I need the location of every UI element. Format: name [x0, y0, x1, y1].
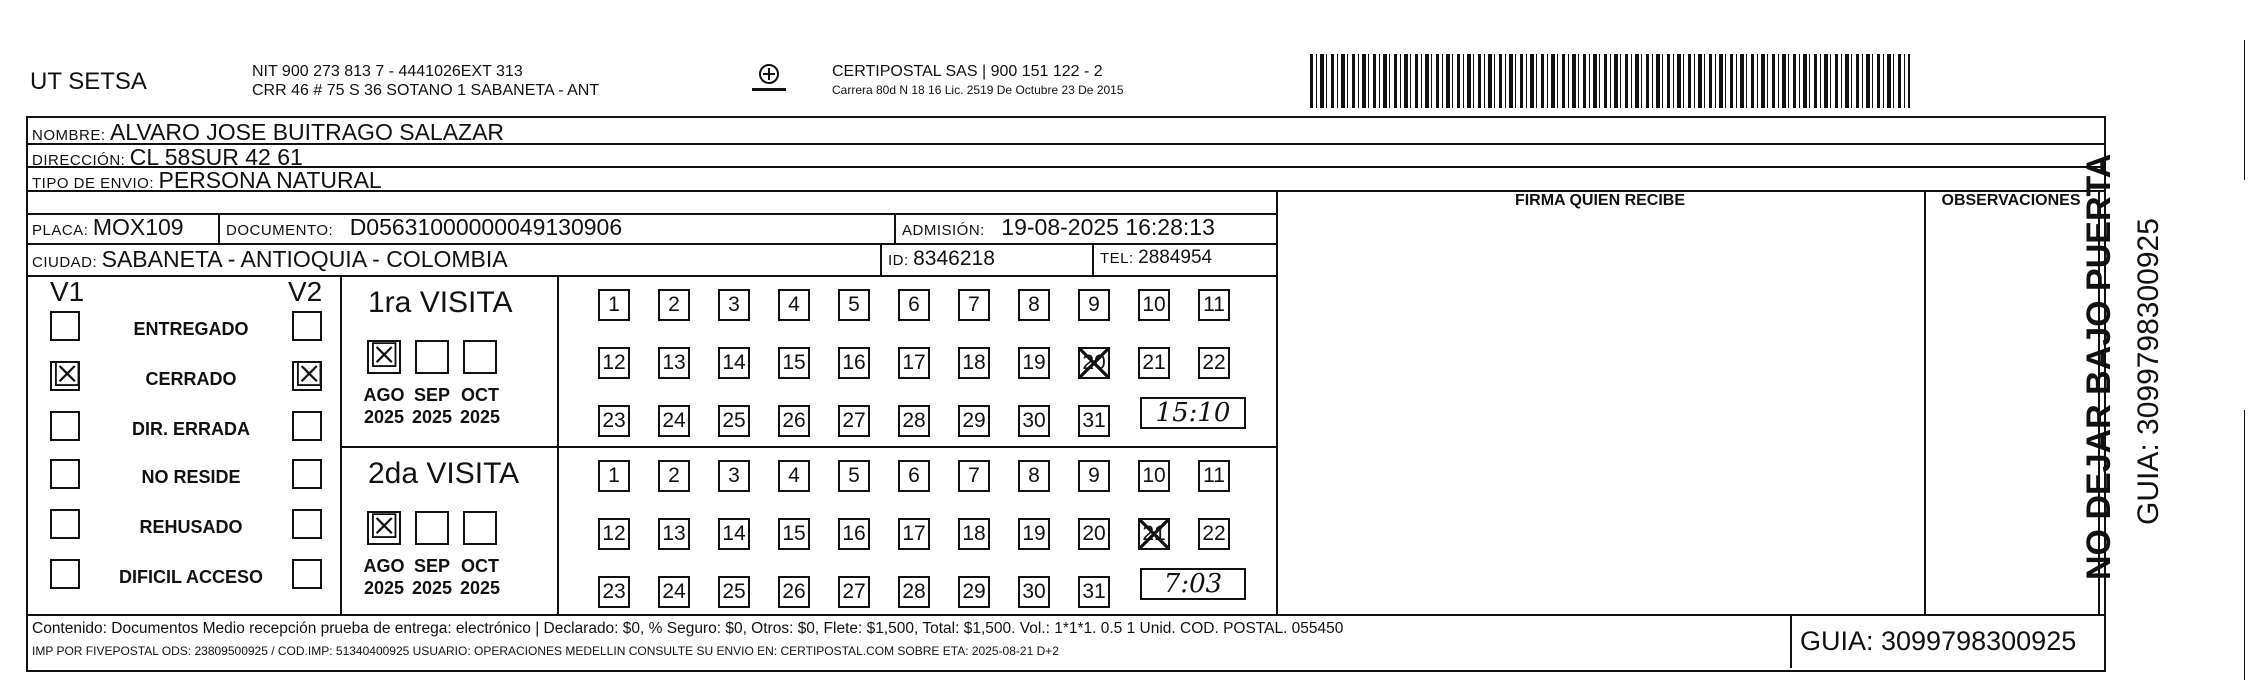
- month-label: [407, 555, 457, 599]
- certipostal-info: [832, 62, 1124, 100]
- day-cell[interactable]: 4: [778, 289, 810, 321]
- v1-checkbox[interactable]: [50, 459, 80, 489]
- day-cell[interactable]: 26: [778, 576, 810, 608]
- v1-checkbox[interactable]: [50, 411, 80, 441]
- day-cell[interactable]: 11: [1198, 289, 1230, 321]
- v2-checkbox[interactable]: [292, 311, 322, 341]
- firma-header: FIRMA QUIEN RECIBE: [1514, 192, 1686, 209]
- documento-row: [226, 214, 622, 241]
- month-year: 2025: [459, 407, 501, 427]
- day-cell[interactable]: 27: [838, 576, 870, 608]
- id-value: 8346218: [913, 247, 995, 270]
- day-cell[interactable]: 8: [1018, 289, 1050, 321]
- day-cell[interactable]: 1: [598, 289, 630, 321]
- day-cell[interactable]: 9: [1078, 460, 1110, 492]
- month-label: [407, 384, 457, 428]
- month-checkbox[interactable]: [415, 340, 449, 374]
- month-name: SEP: [413, 556, 451, 576]
- day-cell[interactable]: 11: [1198, 460, 1230, 492]
- side-guia: GUIA: 3099798300925: [2132, 218, 2165, 525]
- documento-value: D05631000000049130906: [349, 214, 623, 240]
- day-cell[interactable]: 24: [658, 576, 690, 608]
- tel-label: TEL:: [1100, 250, 1134, 267]
- month-name: AGO: [363, 385, 405, 405]
- direccion-value: CL 58SUR 42 61: [129, 144, 303, 170]
- status-option-label: CERRADO: [145, 369, 237, 389]
- day-cell[interactable]: 1: [598, 460, 630, 492]
- month-year: 2025: [363, 407, 405, 427]
- footer-guia: GUIA: 3099798300925: [1800, 626, 2077, 656]
- ciudad-label: CIUDAD:: [32, 254, 98, 271]
- day-cell[interactable]: 12: [598, 347, 630, 379]
- month-name: AGO: [363, 556, 405, 576]
- day-cell[interactable]: 17: [898, 347, 930, 379]
- status-option-label: DIFICIL ACCESO: [118, 567, 263, 587]
- v1-checkbox[interactable]: [50, 509, 80, 539]
- ciudad-value: SABANETA - ANTIOQUIA - COLOMBIA: [101, 246, 508, 272]
- day-cell[interactable]: 10: [1138, 460, 1170, 492]
- month-year: 2025: [411, 407, 453, 427]
- month-label: [359, 555, 409, 599]
- day-cell[interactable]: 19: [1018, 347, 1050, 379]
- tel-row: [1100, 247, 1212, 269]
- documento-label: DOCUMENTO:: [226, 222, 334, 239]
- footer-contenido: Contenido: Documentos Medio recepción prueba de entrega: electrónico | Declarado: $0, % Seguro: $0, Otros: $0, Flete: $1,500, Total: $1,500. Vol.: 1*1*1. 0.5 1 Unid. COD. POSTAL. 055450: [32, 620, 1344, 637]
- status-option-label: NO RESIDE: [141, 467, 241, 487]
- visit-time[interactable]: 15:10: [1140, 397, 1246, 429]
- day-cell[interactable]: 12: [598, 518, 630, 550]
- day-cell[interactable]: 13: [658, 347, 690, 379]
- month-year: 2025: [459, 578, 501, 598]
- day-cell[interactable]: 22: [1198, 347, 1230, 379]
- day-cell[interactable]: 4: [778, 460, 810, 492]
- certipostal-resolution: Carrera 80d N 18 16 Lic. 2519 De Octubre 23 De 2015: [832, 83, 1124, 97]
- day-cell[interactable]: 18: [958, 347, 990, 379]
- v2-checkbox[interactable]: [292, 459, 322, 489]
- status-option-label: ENTREGADO: [133, 319, 249, 339]
- certipostal-name: CERTIPOSTAL SAS | 900 151 122 - 2: [832, 63, 1103, 80]
- day-cell[interactable]: 20: [1078, 518, 1110, 550]
- direccion-label: DIRECCIÓN:: [32, 152, 126, 169]
- placa-value: MOX109: [92, 214, 184, 240]
- day-cell[interactable]: 27: [838, 405, 870, 437]
- id-label: ID:: [888, 252, 909, 269]
- day-cell[interactable]: 17: [898, 518, 930, 550]
- v2-label: V2: [288, 276, 323, 307]
- v2-checkbox[interactable]: [292, 509, 322, 539]
- tipo-label: TIPO DE ENVIO:: [32, 175, 155, 192]
- day-cell[interactable]: 16: [838, 518, 870, 550]
- month-checkbox[interactable]: [415, 511, 449, 545]
- month-checkbox[interactable]: [463, 511, 497, 545]
- tel-value: 2884954: [1138, 247, 1213, 268]
- month-year: 2025: [411, 578, 453, 598]
- month-checkbox[interactable]: ☒: [369, 507, 400, 547]
- month-name: SEP: [413, 385, 451, 405]
- company-address: CRR 46 # 75 S 36 SOTANO 1 SABANETA - ANT: [252, 82, 600, 99]
- month-name: OCT: [461, 385, 499, 405]
- day-cell[interactable]: 6: [898, 289, 930, 321]
- admision-label: ADMISIÓN:: [902, 222, 985, 239]
- day-cell[interactable]: 9: [1078, 289, 1110, 321]
- day-cell[interactable]: 25: [718, 576, 750, 608]
- day-cell[interactable]: 24: [658, 405, 690, 437]
- footer-imp: IMP POR FIVEPOSTAL ODS: 23809500925 / COD.IMP: 51340400925 USUARIO: OPERACIONES MEDELLIN CONSULTE SU ENVIO EN: CERTIPOSTAL.COM SOBRE ETA: 2025-08-21 D+2: [32, 644, 1059, 658]
- day-cell[interactable]: 14: [718, 347, 750, 379]
- v1-checkbox[interactable]: [50, 311, 80, 341]
- id-row: [888, 247, 995, 271]
- day-cell[interactable]: 2: [658, 289, 690, 321]
- v1-label: V1: [50, 276, 85, 307]
- day-cell[interactable]: 26: [778, 405, 810, 437]
- day-cell[interactable]: 23: [598, 405, 630, 437]
- v2-checkbox[interactable]: [292, 559, 322, 589]
- company-name: UT SETSA: [30, 68, 147, 95]
- admision-row: [902, 214, 1215, 241]
- day-cell[interactable]: 2: [658, 460, 690, 492]
- day-cell[interactable]: 19: [1018, 518, 1050, 550]
- visit-title: 1ra VISITA: [368, 286, 513, 319]
- month-year: 2025: [363, 578, 405, 598]
- day-cell[interactable]: 20: [1078, 347, 1110, 379]
- v2-checkbox[interactable]: [292, 411, 322, 441]
- admision-value: 19-08-2025 16:28:13: [1001, 214, 1215, 240]
- day-cell[interactable]: 15: [778, 347, 810, 379]
- month-name: OCT: [461, 556, 499, 576]
- placa-label: PLACA:: [32, 222, 89, 239]
- v1-checkbox[interactable]: ☒: [52, 355, 83, 395]
- company-info: [252, 62, 599, 100]
- day-cell[interactable]: 28: [898, 405, 930, 437]
- placa-row: [32, 214, 184, 241]
- status-option-label: REHUSADO: [139, 517, 243, 537]
- visit-time[interactable]: 7:03: [1140, 568, 1246, 600]
- day-cell[interactable]: 29: [958, 405, 990, 437]
- month-label: [455, 555, 505, 599]
- day-cell[interactable]: 14: [718, 518, 750, 550]
- day-cell[interactable]: 5: [838, 460, 870, 492]
- ciudad-row: [32, 246, 508, 273]
- day-cell[interactable]: 7: [958, 460, 990, 492]
- day-cell[interactable]: 21: [1138, 347, 1170, 379]
- tipo-value: PERSONA NATURAL: [158, 167, 382, 193]
- nombre-value: ALVARO JOSE BUITRAGO SALAZAR: [109, 119, 505, 145]
- day-cell[interactable]: 25: [718, 405, 750, 437]
- day-cell[interactable]: 10: [1138, 289, 1170, 321]
- day-cell[interactable]: 18: [958, 518, 990, 550]
- day-cell[interactable]: 3: [718, 289, 750, 321]
- day-cell[interactable]: 30: [1018, 405, 1050, 437]
- day-cell[interactable]: 5: [838, 289, 870, 321]
- day-cell[interactable]: 7: [958, 289, 990, 321]
- visit-title: 2da VISITA: [368, 457, 520, 490]
- day-cell[interactable]: 23: [598, 576, 630, 608]
- v1-checkbox[interactable]: [50, 559, 80, 589]
- day-cell[interactable]: 22: [1198, 518, 1230, 550]
- day-cell[interactable]: 29: [958, 576, 990, 608]
- month-checkbox[interactable]: ☒: [369, 336, 400, 376]
- tipo-row: [32, 167, 382, 194]
- nombre-label: NOMBRE:: [32, 127, 106, 144]
- barcode: [1310, 54, 1910, 108]
- day-cell[interactable]: 31: [1078, 576, 1110, 608]
- day-cell[interactable]: 21: [1138, 518, 1170, 550]
- month-checkbox[interactable]: [463, 340, 497, 374]
- observaciones-header: OBSERVACIONES: [1941, 192, 2081, 209]
- day-cell[interactable]: 31: [1078, 405, 1110, 437]
- month-label: [359, 384, 409, 428]
- day-cell[interactable]: 13: [658, 518, 690, 550]
- status-option-label: DIR. ERRADA: [131, 419, 250, 439]
- day-cell[interactable]: 16: [838, 347, 870, 379]
- nombre-row: [32, 119, 504, 146]
- day-cell[interactable]: 3: [718, 460, 750, 492]
- no-dejar-warning: NO DEJAR BAJO PUERTA: [2080, 153, 2118, 580]
- company-nit: NIT 900 273 813 7 - 4441026EXT 313: [252, 63, 523, 80]
- v2-checkbox[interactable]: ☒: [294, 355, 325, 395]
- day-cell[interactable]: 15: [778, 518, 810, 550]
- day-cell[interactable]: 30: [1018, 576, 1050, 608]
- month-label: [455, 384, 505, 428]
- certipostal-logo: [748, 62, 790, 96]
- day-cell[interactable]: 8: [1018, 460, 1050, 492]
- day-cell[interactable]: 6: [898, 460, 930, 492]
- day-cell[interactable]: 28: [898, 576, 930, 608]
